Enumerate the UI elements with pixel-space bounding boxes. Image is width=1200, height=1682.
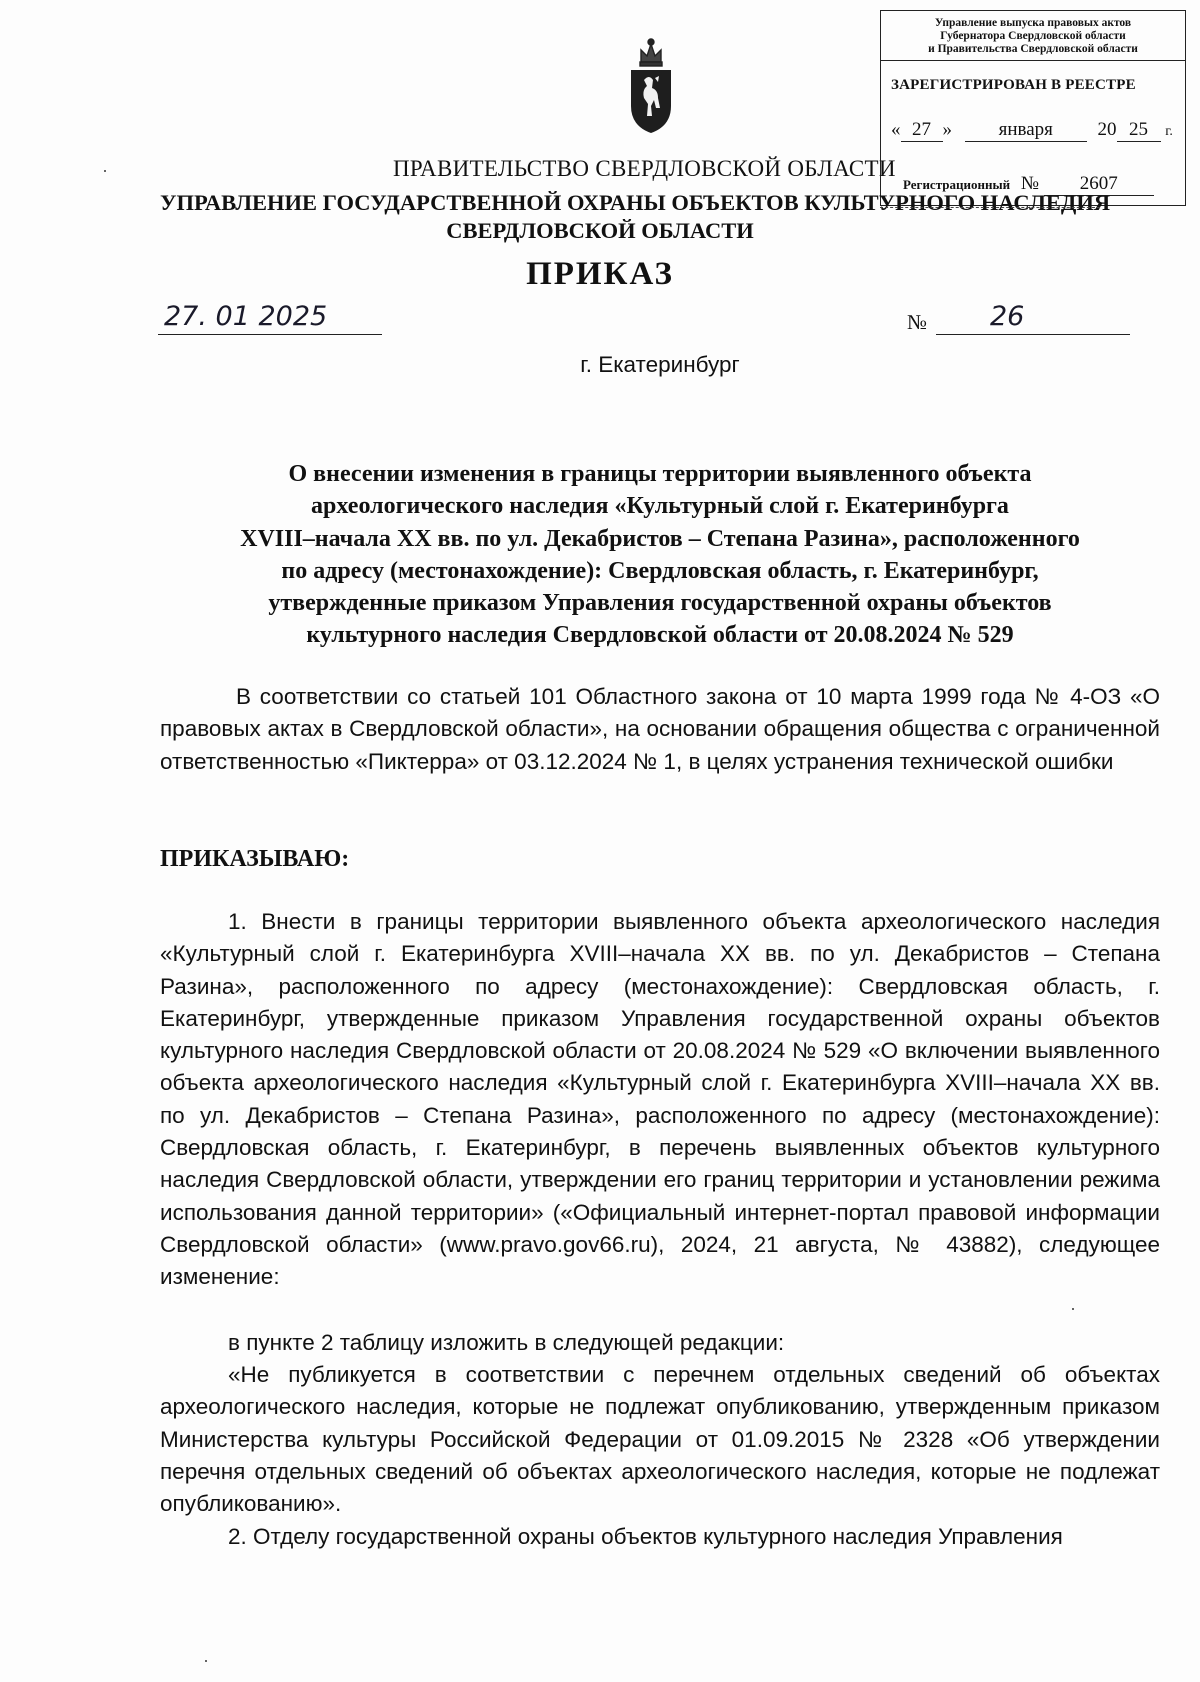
- scan-speck: [1072, 1308, 1074, 1310]
- stamp-header-line: и Правительства Свердловской области: [928, 43, 1138, 55]
- scan-speck: [205, 1660, 207, 1662]
- order-city: г. Екатеринбург: [580, 352, 740, 377]
- heading-line: культурного наследия Свердловской области от 20.08.2024 № 529: [306, 622, 1014, 649]
- item-2-paragraph: 2. Отделу государственной охраны объектов культурного наследия Управления: [228, 1524, 1063, 1549]
- stamp-year-suffix: 25: [1117, 119, 1161, 142]
- government-name: ПРАВИТЕЛЬСТВО СВЕРДЛОВСКОЙ ОБЛАСТИ: [393, 156, 896, 181]
- department-name-line2: СВЕРДЛОВСКОЙ ОБЛАСТИ: [446, 218, 754, 243]
- header-divider: [880, 207, 1100, 208]
- heading-line: XVIII–начала XX вв. по ул. Декабристов – Степана Разина», расположенного: [240, 525, 1080, 552]
- stamp-reg-label: Регистрационный: [903, 177, 1011, 192]
- registration-stamp: [880, 10, 1186, 206]
- stamp-year-prefix: 20: [1097, 119, 1117, 140]
- stamp-open-quote: «: [891, 119, 901, 140]
- intro-paragraph: В соответствии со статьей 101 Областного закона от 10 марта 1999 года № 4-ОЗ «О правовых актах в Свердловской области», на основании обращения общества с ограниченной ответственностью «Пиктерра» от 03.12.2024 № 1, в целях устранения технической ошибки: [160, 684, 1160, 774]
- order-date: 27. 01 2025: [158, 300, 382, 335]
- order-number-label: №: [907, 310, 928, 334]
- order-heading: [160, 458, 1160, 652]
- stamp-registered-label: ЗАРЕГИСТРИРОВАН В РЕЕСТРЕ: [891, 77, 1136, 93]
- stamp-close-quote: »: [942, 119, 952, 140]
- stamp-reg-number: 2607: [1044, 173, 1154, 196]
- stamp-header-line: Губернатора Свердловской области: [940, 30, 1126, 42]
- stamp-header: [881, 11, 1185, 61]
- stamp-date-row: [891, 119, 1181, 142]
- scan-speck: [104, 170, 106, 172]
- stamp-year-unit: г.: [1165, 124, 1173, 139]
- heading-line: по адресу (местонахождение): Свердловская область, г. Екатеринбург,: [281, 557, 1039, 584]
- stamp-month: января: [965, 119, 1087, 142]
- heading-line: утвержденные приказом Управления государственной охраны объектов: [268, 590, 1052, 617]
- item-1-sub-paragraph: в пункте 2 таблицу изложить в следующей редакции:: [228, 1330, 785, 1355]
- item-1-paragraph: 1. Внести в границы территории выявленного объекта археологического наследия «Культурный слой г. Екатеринбурга XVIII–начала XX вв. по ул. Декабристов – Степана Разина», расположенного по адресу (местонахождение): Свердловская область, г. Екатеринбург, утвержденные приказом Управления государственной охраны объектов культурного наследия Свердловской области от 20.08.2024 № 529 «О включении выявленного объекта археологического наследия «Культурный слой г. Екатеринбурга XVIII–начала XX вв. по ул. Декабристов – Степана Разина», расположенного по адресу (местонахождение): Свердловская область, г. Екатеринбург, в перечень выявленных объектов культурного наследия Свердловской области, утверждении его границ территории и установлении режима использования данной территории» («Официальный интернет-портал правовой информации Свердловской области» (www.pravo.gov66.ru), 2024, 21 августа, № 43882), следующее изменение:: [160, 909, 1160, 1290]
- coat-of-arms-icon: [625, 36, 677, 136]
- stamp-num-sign: №: [1020, 173, 1039, 194]
- order-number: 26: [936, 300, 1130, 335]
- heading-line: археологического наследия «Культурный слой г. Екатеринбурга: [311, 493, 1009, 520]
- department-name-line1: УПРАВЛЕНИЕ ГОСУДАРСТВЕННОЙ ОХРАНЫ ОБЪЕКТОВ КУЛЬТУРНОГО НАСЛЕДИЯ: [160, 190, 1111, 215]
- prikazyvayu-heading: ПРИКАЗЫВАЮ:: [160, 846, 350, 872]
- item-1-quote-paragraph: «Не публикуется в соответствии с перечнем отдельных сведений об объектах археологического наследия, которые не подлежат опубликованию, утвержденным приказом Министерства культуры Российской Федерации от 01.09.2015 № 2328 «Об утверждении перечня отдельных сведений об объектах археологического наследия, которые не подлежат опубликованию».: [160, 1362, 1160, 1517]
- stamp-day: 27: [901, 119, 943, 142]
- document-title: ПРИКАЗ: [526, 256, 674, 292]
- stamp-header-line: Управление выпуска правовых актов: [934, 17, 1132, 29]
- heading-line: О внесении изменения в границы территории выявленного объекта: [288, 461, 1032, 487]
